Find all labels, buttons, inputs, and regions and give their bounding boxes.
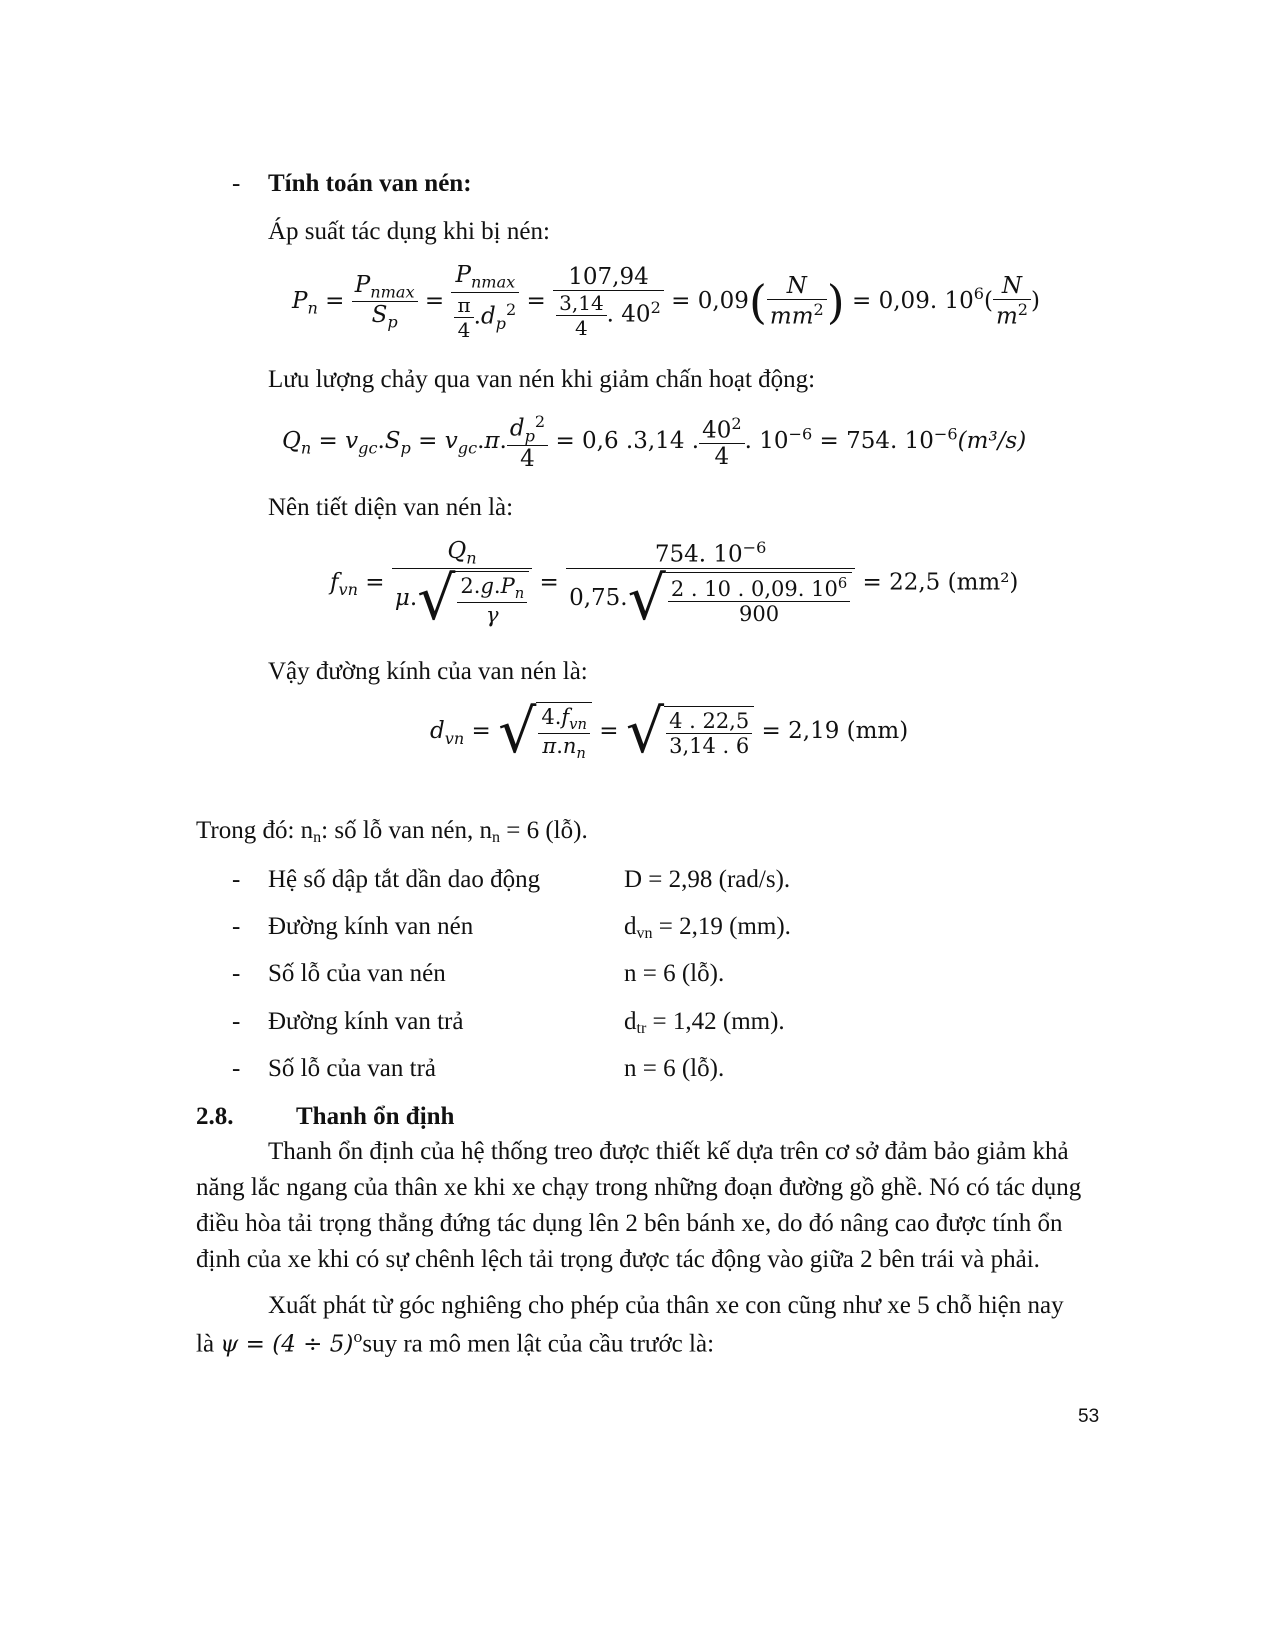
area-num-exp: −6 — [742, 538, 767, 557]
flow-exp1: −6 — [788, 424, 813, 444]
para2-line2 — [196, 1328, 714, 1358]
pressure-result-2: = 0,09. 10 — [852, 287, 974, 314]
flow-result: = 754. 10 — [819, 428, 934, 455]
para2-pre: là — [196, 1330, 221, 1358]
equation-diameter: $d_{vn}$ = √ $\frac{4.f_{vn}}{\pi.n_n}$ = √ $\frac{4 . 22,5}{3,14 . 6}$ = 2,19 (mm) — [430, 697, 909, 768]
para2-math: ψ = (4 ÷ 5) — [220, 1331, 354, 1358]
flow-mid: = 0,6 .3,14 . — [555, 428, 700, 455]
where-prefix: Trong đó: — [196, 817, 301, 844]
equation-area: $f_{vn}$ = $Q_n$ μ.√ $\frac{2.g.P_n}{\gamma}$ = 754. $10^{-6}$ 0,75.√ $\frac{2 . 10 . 0,09. 10^6}{900}$ = 22,5 (mm²) — [330, 538, 1019, 634]
pressure-exp: 6 — [973, 284, 984, 304]
pi-value: 3,14 — [556, 291, 607, 316]
where-text2: = 6 (lỗ). — [500, 817, 588, 844]
equation-pressure: $P_n$ = $\frac{P_{nmax}}{S_p}$ = $P_{nmax}$ $\frac{\pi}{4}$ $.d_p^2$ = 107,94 $\frac{3,14}{4}$ . $40^2$ = 0,09( $\frac{N}{mm^2}$ ) = 0,09. $10^6$( $\frac{N}{m^2}$ ) — [292, 262, 1040, 342]
unit-n: N — [786, 273, 807, 300]
summary-bullet-5: - — [232, 1055, 241, 1082]
summary-value-4: dtr = 1,42 (mm). — [624, 1008, 785, 1037]
para2-sup: o — [353, 1328, 363, 1346]
summary-label-3: Số lỗ của van nén — [268, 960, 446, 987]
summary-label-1: Hệ số dập tắt dần dao động — [268, 866, 541, 893]
intro-pressure: Áp suất tác dụng khi bị nén: — [268, 218, 550, 245]
unit-m: m — [995, 304, 1018, 331]
summary-value-3: n = 6 (lỗ). — [624, 960, 725, 987]
summary-value-1: D = 2,98 (rad/s). — [624, 866, 791, 893]
summary-value-2: dvn = 2,19 (mm). — [624, 913, 791, 942]
flow-tail: . 10 — [744, 428, 789, 455]
four-value: 4 — [575, 315, 588, 340]
summary-bullet-1: - — [232, 866, 241, 893]
para2-line1: Xuất phát từ góc nghiêng cho phép của thân xe con cũng như xe 5 chỗ hiện nay — [268, 1292, 1064, 1319]
unit-mm: mm — [769, 304, 814, 331]
pressure-numerator: 107,94 — [553, 264, 664, 291]
summary-label-2: Đường kính van nén — [268, 913, 474, 940]
area-rad-exp: 6 — [837, 574, 848, 592]
intro-area: Nên tiết diện van nén là: — [268, 494, 514, 521]
summary-label-5: Số lỗ của van trả — [268, 1055, 437, 1082]
area-num: 754. 10 — [654, 541, 743, 568]
para1-line2: năng lắc ngang của thân xe khi xe chạy trong những đoạn đường gồ ghề. Nó có tác dụng — [196, 1174, 1082, 1201]
summary-bullet-4: - — [232, 1008, 241, 1035]
summary-value-5: n = 6 (lỗ). — [624, 1055, 725, 1082]
flow-unit: (m³/s) — [957, 428, 1027, 455]
section-heading: Tính toán van nén: — [268, 170, 472, 197]
flow-num: 40 — [702, 417, 732, 444]
area-coef: 0,75. — [569, 584, 628, 611]
para2-post: suy ra mô men lật của cầu trước là: — [362, 1330, 715, 1358]
para1-line1: Thanh ổn định của hệ thống treo được thiết kế dựa trên cơ sở đảm bảo giảm khả — [268, 1138, 1069, 1165]
diam-rad-den: 3,14 . 6 — [669, 734, 750, 759]
section-title: Thanh ổn định — [296, 1103, 455, 1130]
intro-diameter: Vậy đường kính của van nén là: — [268, 658, 588, 685]
page-number: 53 — [1078, 1406, 1100, 1427]
bullet-dash: - — [232, 170, 241, 197]
equation-flow: $Q_n = v_{gc}.S_p = v_{gc}.\pi$. $\frac{d_p^2}{4}$ = 0,6 .3,14 . $\frac{40^2}{4}$ . $10^{-6} = 754$. $10^{-6}(m^3/s)$ — [282, 412, 1027, 473]
section-number: 2.8. — [196, 1103, 234, 1130]
summary-bullet-2: - — [232, 913, 241, 940]
flow-den: 4 — [714, 444, 730, 471]
pressure-result-1: = 0,09 — [671, 287, 749, 314]
where-text: : số lỗ van nén, — [321, 817, 480, 844]
area-result: = 22,5 (mm²) — [862, 569, 1019, 596]
area-rad-den: 900 — [738, 601, 780, 626]
unit-n-2: N — [1001, 273, 1023, 300]
diam-rad-num: 4 . 22,5 — [666, 709, 752, 734]
summary-label-4: Đường kính van trả — [268, 1008, 464, 1035]
flow-exp2: −6 — [933, 424, 958, 444]
diam-result: = 2,19 (mm) — [761, 718, 909, 745]
intro-flow: Lưu lượng chảy qua van nén khi giảm chấn hoạt động: — [268, 366, 816, 393]
summary-bullet-3: - — [232, 960, 241, 987]
para1-line4: định của xe khi có sự chênh lệch tải trọng được tác động vào giữa 2 bên trái và phải. — [196, 1246, 1040, 1273]
para1-line3: điều hòa tải trọng thẳng đứng tác dụng lên 2 bên bánh xe, do đó nâng cao được tính ổn — [196, 1210, 1063, 1237]
diameter-value: 40 — [621, 301, 651, 328]
area-rad-num: 2 . 10 . 0,09. 10 — [670, 576, 838, 601]
where-line: Trong đó: nn: số lỗ van nén, nn = 6 (lỗ). — [196, 817, 588, 846]
